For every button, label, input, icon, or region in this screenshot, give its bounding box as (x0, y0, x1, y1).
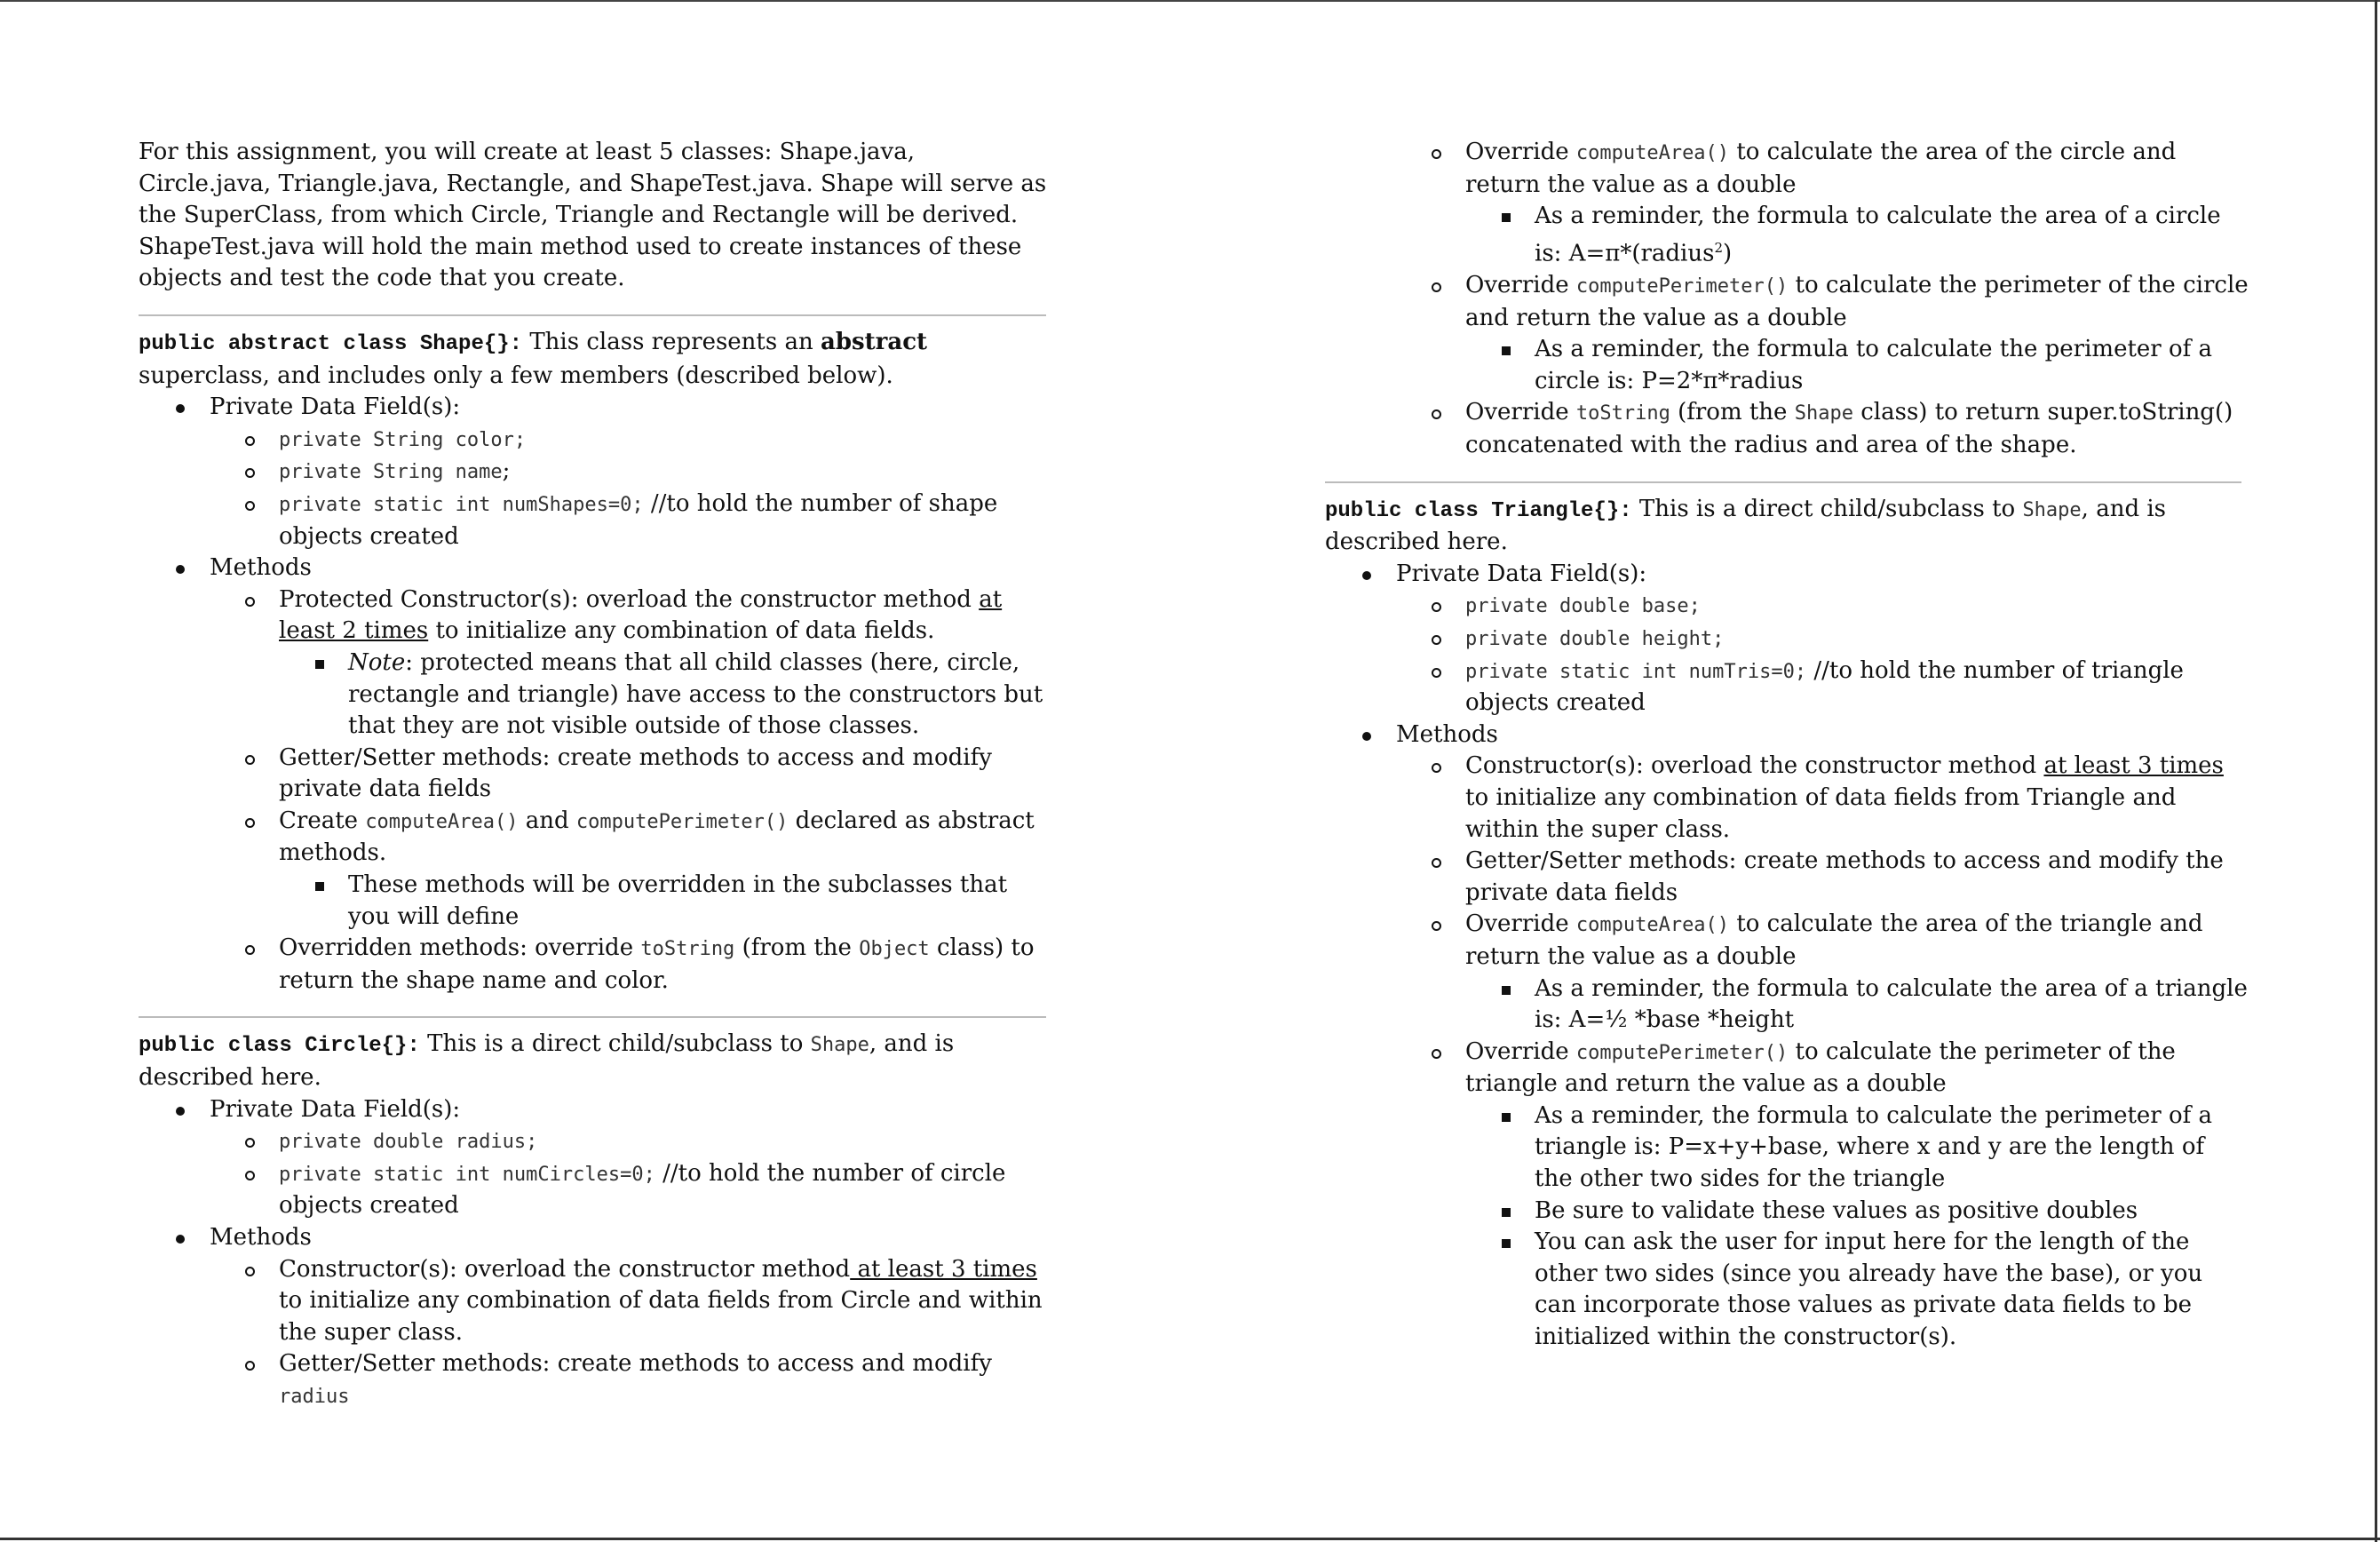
list-item: Constructor(s): overload the constructor method at least 3 times to initialize any combination of data fields from Triangle and within the super class. (1325, 751, 2249, 846)
list-item: private double radius; (139, 1125, 1053, 1158)
list-item: Override toString (from the Shape class) to return super.toString() concatenated with the radius and area of the shape. (1325, 397, 2249, 461)
circle-section-part1 (139, 1029, 1053, 1412)
page-top-border (0, 0, 2380, 2)
list-item: private double base; (1325, 590, 2249, 623)
list-item: private static int numTris=0; //to hold the number of triangle objects created (1325, 656, 2249, 719)
circle-description: public class Circle{}: This is a direct child/subclass to Shape, and is described here. (139, 1030, 955, 1092)
list-item: Override computePerimeter() to calculate the perimeter of the circle and return the value as a double (1325, 270, 2249, 334)
section-divider (139, 1016, 1046, 1018)
list-item: private static int numShapes=0; //to hold the number of shape objects created (139, 489, 1053, 552)
shape-list (139, 392, 1053, 997)
list-item: private String color; (139, 424, 1053, 457)
list-item: private double height; (1325, 623, 2249, 656)
list-item: Protected Constructor(s): overload the constructor method at least 2 times to initialize any combination of data fields. (139, 584, 1053, 648)
shape-description: public abstract class Shape{}: This class represents an abstract superclass, and includes only a few members (described below). (139, 328, 928, 389)
list-item: Overridden methods: override toString (from the Object class) to return the shape name and color. (139, 933, 1053, 997)
list-item: Note: protected means that all child classes (here, circle, rectangle and triangle) have access to the constructors but that they are not visible outside of those classes. (139, 648, 1053, 743)
list-item: Methods (139, 552, 1053, 584)
triangle-class-declaration: public class Triangle{}: (1325, 498, 1632, 523)
list-item: Be sure to validate these values as positive doubles (1325, 1196, 2249, 1228)
list-item: Override computePerimeter() to calculate the perimeter of the triangle and return the value as a double (1325, 1037, 2249, 1101)
section-divider (1325, 481, 2241, 483)
list-item: As a reminder, the formula to calculate the perimeter of a circle is: P=2*π*radius (1325, 334, 2249, 397)
list-item: private String name; (139, 456, 1053, 489)
intro-paragraph: For this assignment, you will create at least 5 classes: Shape.java, Circle.java, Triangle.java, Rectangle, and ShapeTest.java. Shape will serve as the SuperClass, from which Circle, Triangle and Rectangle will be derived. ShapeTest.java will hold the main method used to create instances of these objects and test the code that you create. (139, 139, 1047, 292)
list-item: Methods (139, 1222, 1053, 1254)
shape-section (139, 327, 1053, 997)
circle-class-declaration: public class Circle{}: (139, 1034, 420, 1059)
list-item: Constructor(s): overload the constructor method at least 3 times to initialize any combination of data fields from Circle and within the super class. (139, 1254, 1053, 1349)
list-item: Getter/Setter methods: create methods to access and modify the private data fields (1325, 846, 2249, 909)
left-column (139, 137, 1053, 1413)
list-item: As a reminder, the formula to calculate the area of a circle is: A=π*(radius$^2$) (1325, 201, 2249, 270)
list-item: Methods (1325, 719, 2249, 751)
list-item: Override computeArea() to calculate the area of the circle and return the value as a double (1325, 137, 2249, 201)
list-item: Override computeArea() to calculate the area of the triangle and return the value as a double (1325, 909, 2249, 973)
list-item: Getter/Setter methods: create methods to access and modify private data fields (139, 743, 1053, 806)
circle-list (139, 1094, 1053, 1413)
list-item: private static int numCircles=0; //to hold the number of circle objects created (139, 1158, 1053, 1222)
list-item: Private Data Field(s): (1325, 559, 2249, 591)
list-item: Private Data Field(s): (139, 1094, 1053, 1126)
circle-list-continued (1325, 137, 2249, 462)
triangle-list (1325, 559, 2249, 1354)
list-item: Create computeArea() and computePerimeter() declared as abstract methods. (139, 806, 1053, 870)
list-item: These methods will be overridden in the subclasses that you will define (139, 870, 1053, 933)
list-item: Private Data Field(s): (139, 392, 1053, 424)
list-item: Getter/Setter methods: create methods to access and modify radius (139, 1348, 1053, 1412)
triangle-section (1325, 494, 2249, 1354)
section-divider (139, 314, 1046, 316)
page-bottom-border (0, 1538, 2380, 1540)
list-item: As a reminder, the formula to calculate the perimeter of a triangle is: P=x+y+base, where x and y are the length of the other two sides for the triangle (1325, 1101, 2249, 1196)
list-item: You can ask the user for input here for the length of the other two sides (since you already have the base), or you can incorporate those values as private data fields to be initialized within the constructor(s). (1325, 1227, 2249, 1353)
triangle-description: public class Triangle{}: This is a direct child/subclass to Shape, and is described here. (1325, 495, 2167, 556)
right-column (1325, 137, 2249, 1354)
list-item: As a reminder, the formula to calculate the area of a triangle is: A=½ *base *height (1325, 974, 2249, 1037)
page-right-border (2375, 0, 2377, 1542)
shape-class-declaration: public abstract class Shape{}: (139, 331, 523, 356)
